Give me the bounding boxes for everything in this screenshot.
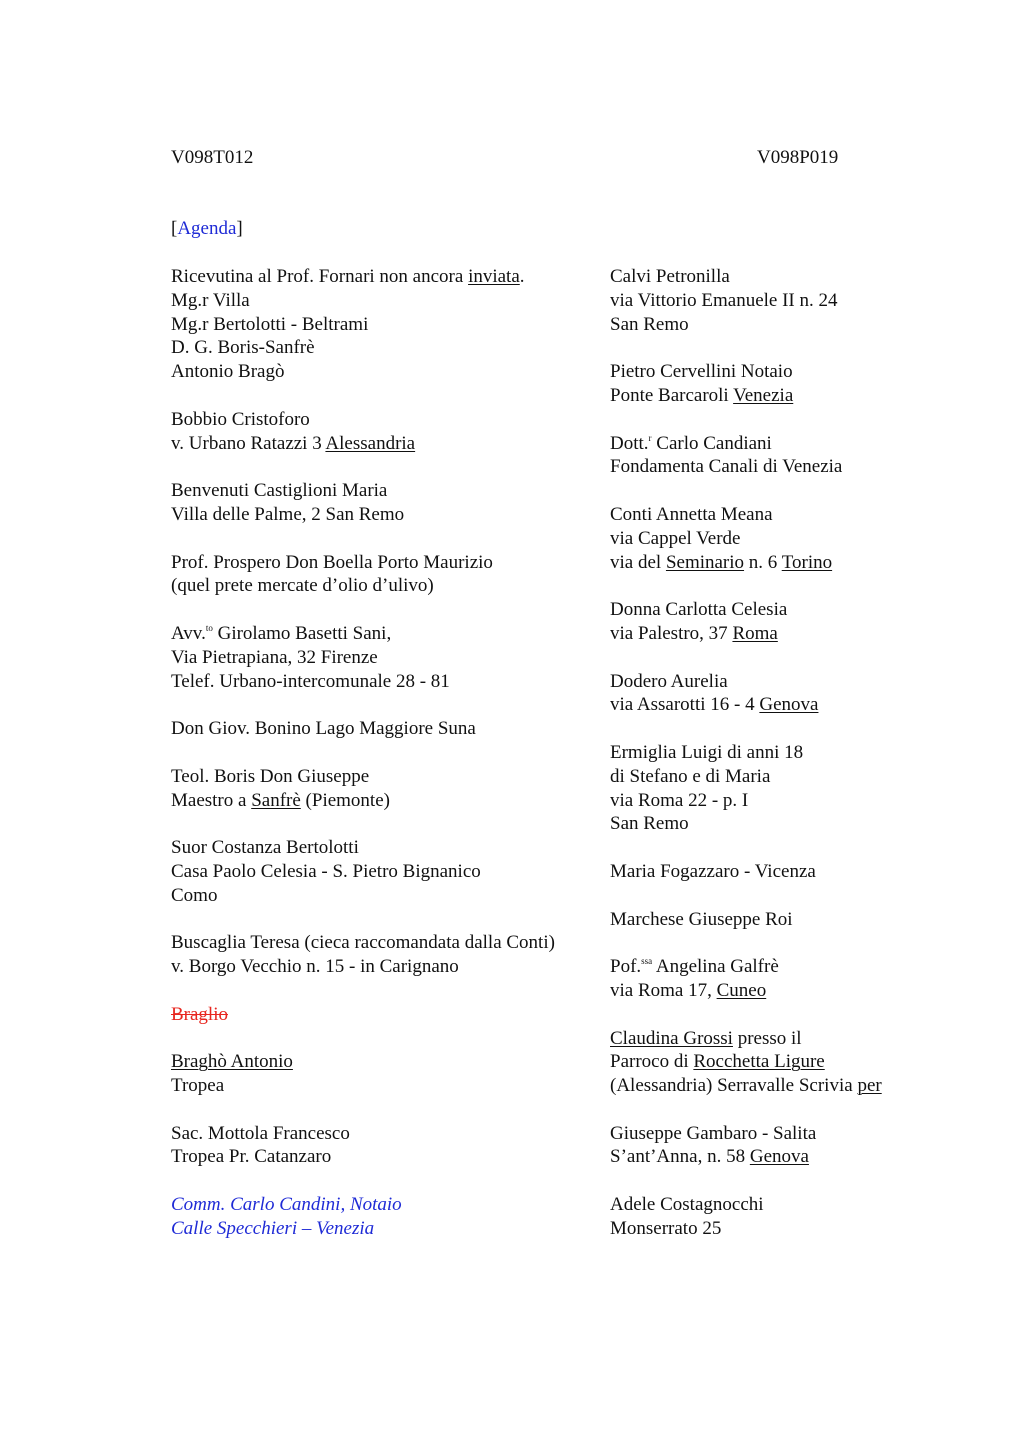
- left-entry-bobbio: Bobbio Cristoforo v. Urbano Ratazzi 3 Alessandria: [171, 408, 416, 454]
- left-entry-buscaglia: Buscaglia Teresa (cieca raccomandata dalla Conti) v. Borgo Vecchio n. 15 - in Carignano: [171, 932, 555, 978]
- left-document-code: V098T012: [171, 147, 254, 168]
- right-entry-celesia: Donna Carlotta Celesia via Palestro, 37 Roma: [610, 599, 788, 644]
- left-entry-candini: Comm. Carlo Candini, Notaio Calle Specchieri – Venezia: [171, 1194, 402, 1239]
- right-entry-roi: Marchese Giuseppe Roi: [610, 908, 793, 930]
- right-column: [610, 265, 882, 1241]
- agenda-heading: [Agenda]: [171, 218, 243, 239]
- right-entry-galfre: Pof.$^{ssa}$ Angelina Galfrè via Roma 17, Cuneo: [610, 956, 779, 1001]
- right-entry-calvi: Calvi Petronilla via Vittorio Emanuele II n. 24 San Remo: [610, 266, 838, 335]
- left-entry-mottola: Sac. Mottola Francesco Tropea Pr. Catanzaro: [171, 1122, 350, 1168]
- left-entry-bertolotti: Suor Costanza Bertolotti Casa Paolo Celesia - S. Pietro Bignanico Como: [171, 837, 481, 906]
- left-entry-braglio-deleted: Braglio: [171, 1003, 228, 1025]
- right-entry-cervellini: Pietro Cervellini Notaio Ponte Barcaroli Venezia: [610, 361, 794, 406]
- left-entry-benvenuti: Benvenuti Castiglioni Maria Villa delle Palme, 2 San Remo: [171, 480, 405, 525]
- left-entry-boella: Prof. Prospero Don Boella Porto Maurizio (quel prete mercate d’olio d’ulivo): [171, 551, 493, 597]
- right-entry-ermiglia: Ermiglia Luigi di anni 18 di Stefano e di Maria via Roma 22 - p. I San Remo: [610, 741, 804, 835]
- right-entry-gambaro: Giuseppe Gambaro - Salita S’ant’Anna, n. 58 Genova: [610, 1122, 817, 1168]
- right-entry-grossi: Claudina Grossi presso il Parroco di Rocchetta Ligure (Alessandria) Serravalle Scrivia per: [610, 1027, 882, 1097]
- right-entry-fogazzaro: Maria Fogazzaro - Vicenza: [610, 860, 816, 882]
- agenda-label: Agenda: [177, 218, 237, 239]
- left-entry-boris: Teol. Boris Don Giuseppe Maestro a Sanfrè (Piemonte): [171, 765, 390, 811]
- left-entry-bragho: Braghò Antonio Tropea: [171, 1051, 293, 1097]
- right-entry-conti: Conti Annetta Meana via Cappel Verde via del Seminario n. 6 Torino: [610, 503, 833, 573]
- left-entry-basetti-sani: Avv.$^{to}$ Girolamo Basetti Sani, Via Pietrapiana, 32 Firenze Telef. Urbano-intercomunale 28 - 81: [171, 622, 450, 692]
- left-entry-bonino: Don Giov. Bonino Lago Maggiore Suna: [171, 718, 476, 740]
- right-document-code: V098P019: [757, 147, 839, 168]
- right-entry-candiani: Dott.$^r$ Carlo Candiani Fondamenta Canali di Venezia: [610, 432, 843, 478]
- left-entry-reminders: Ricevutina al Prof. Fornari non ancora inviata. Mg.r Villa Mg.r Bertolotti - Beltrami D. G. Boris-Sanfrè Antonio Bragò: [171, 266, 525, 383]
- right-entry-costagnocchi: Adele Costagnocchi Monserrato 25: [610, 1194, 764, 1239]
- right-entry-dodero: Dodero Aurelia via Assarotti 16 - 4 Genova: [610, 670, 819, 716]
- left-column: [171, 265, 555, 1241]
